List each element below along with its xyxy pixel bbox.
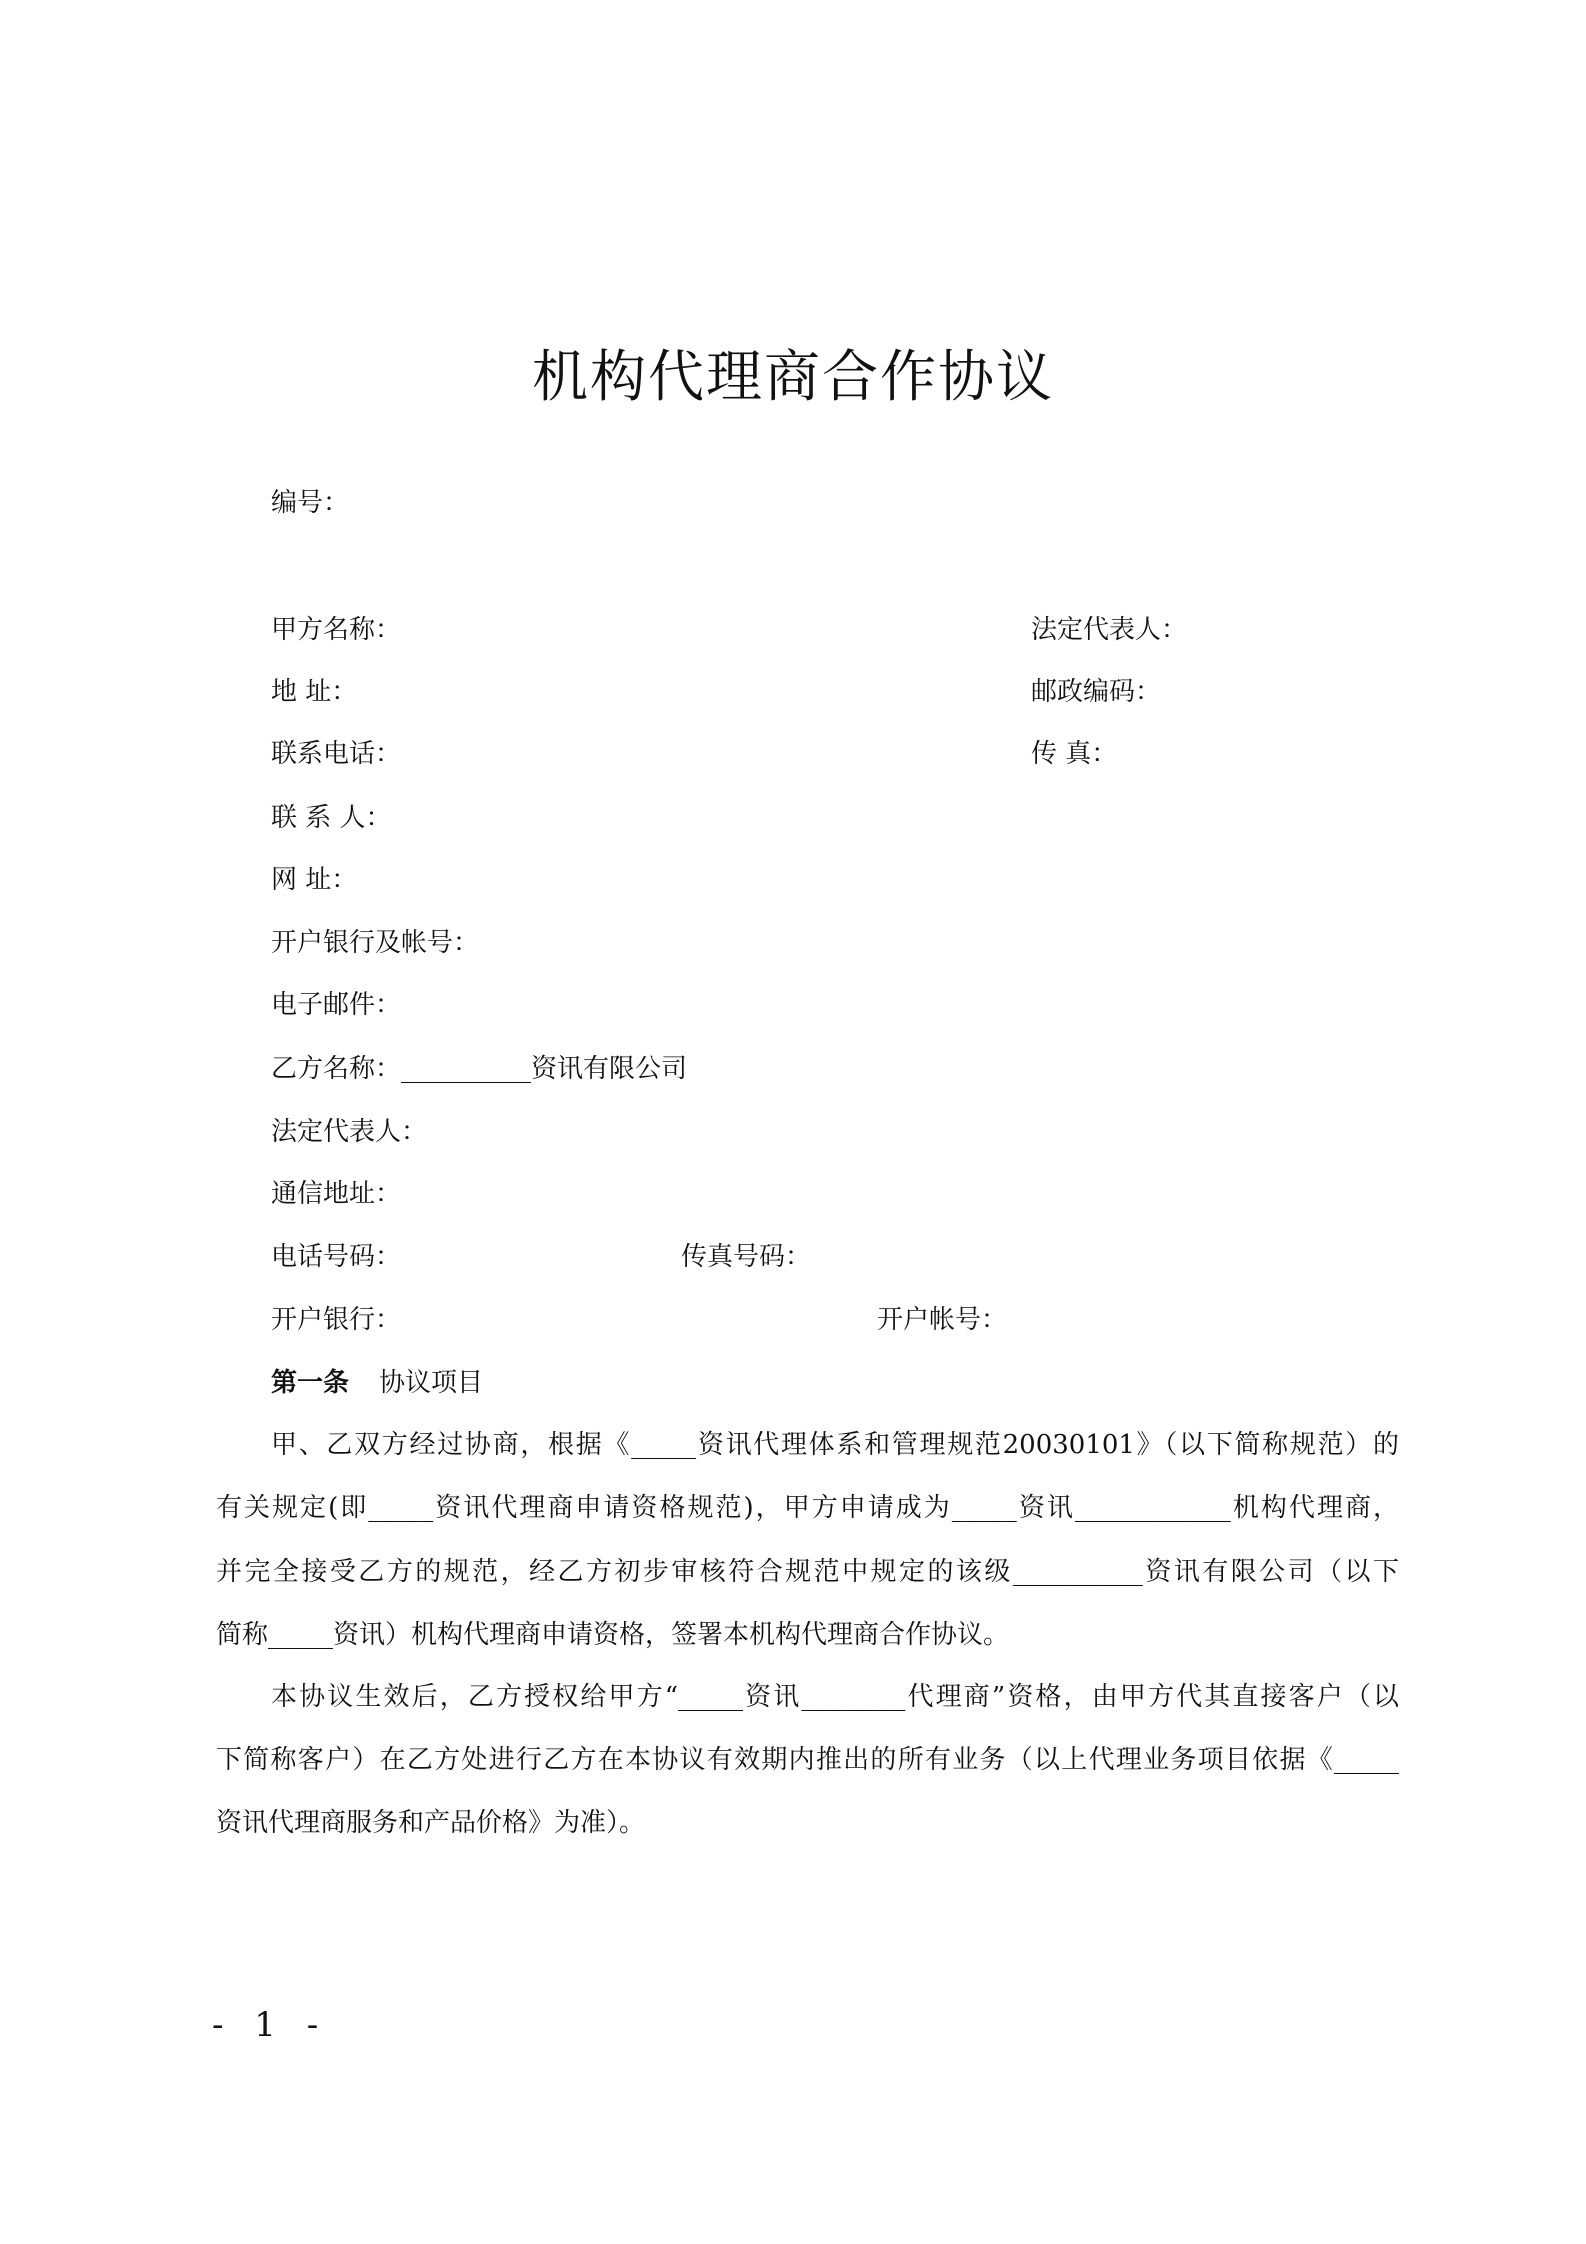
party-b-address-label: 通信地址： — [271, 1179, 402, 1209]
party-a-postcode-label: 邮政编码： — [1031, 677, 1162, 707]
paragraph-2-line: 资讯代理商服务和产品价格》为准）。 — [216, 1808, 646, 1838]
party-b-bank-label: 开户银行： — [271, 1305, 402, 1335]
paragraph-1-line: 甲、乙双方经过协商，根据《_____资讯代理体系和管理规范20030101》（以下简称规范）的 — [271, 1430, 1399, 1460]
party-b-name-label: 乙方名称： — [271, 1054, 402, 1084]
article-1-title: 协议项目 — [379, 1368, 484, 1398]
party-a-bank-label: 开户银行及帐号： — [271, 928, 480, 958]
article-1-number: 第一条 — [271, 1368, 350, 1398]
party-b-fax-label: 传真号码： — [681, 1242, 812, 1272]
paragraph-1-line: 有关规定(即_____资讯代理商申请资格规范)，甲方申请成为_____资讯____________机构代理商， — [216, 1493, 1399, 1523]
party-b-name-row — [271, 1051, 687, 1087]
document-title: 机构代理商合作协议 — [532, 345, 1054, 410]
number-label: 编号： — [271, 488, 350, 518]
party-a-email-label: 电子邮件： — [271, 990, 402, 1020]
page-number: - 1 - — [212, 2005, 329, 2045]
party-a-fax-label: 传 真： — [1031, 739, 1118, 769]
party-a-website-label: 网 址： — [271, 865, 358, 895]
party-b-phone-label: 电话号码： — [271, 1242, 402, 1272]
party-a-address-label: 地 址： — [271, 677, 358, 707]
article-1-heading — [271, 1365, 483, 1401]
party-a-legal-rep-label: 法定代表人： — [1031, 615, 1188, 645]
paragraph-1-line: 简称_____资讯）机构代理商申请资格，签署本机构代理商合作协议。 — [216, 1620, 1010, 1650]
party-a-contact-label: 联 系 人： — [271, 803, 392, 833]
party-b-name-value: __________资讯有限公司 — [401, 1054, 688, 1084]
party-a-phone-label: 联系电话： — [271, 739, 402, 769]
paragraph-2-line: 下简称客户）在乙方处进行乙方在本协议有效期内推出的所有业务（以上代理业务项目依据《_____ — [216, 1745, 1399, 1775]
party-b-account-label: 开户帐号： — [877, 1305, 1008, 1335]
party-a-name-label: 甲方名称： — [271, 615, 402, 645]
paragraph-1-line: 并完全接受乙方的规范，经乙方初步审核符合规范中规定的该级__________资讯有限公司（以下 — [216, 1557, 1399, 1587]
party-b-legal-rep-label: 法定代表人： — [271, 1117, 428, 1147]
paragraph-2-line: 本协议生效后，乙方授权给甲方“_____资讯________代理商”资格，由甲方代其直接客户（以 — [271, 1682, 1399, 1712]
